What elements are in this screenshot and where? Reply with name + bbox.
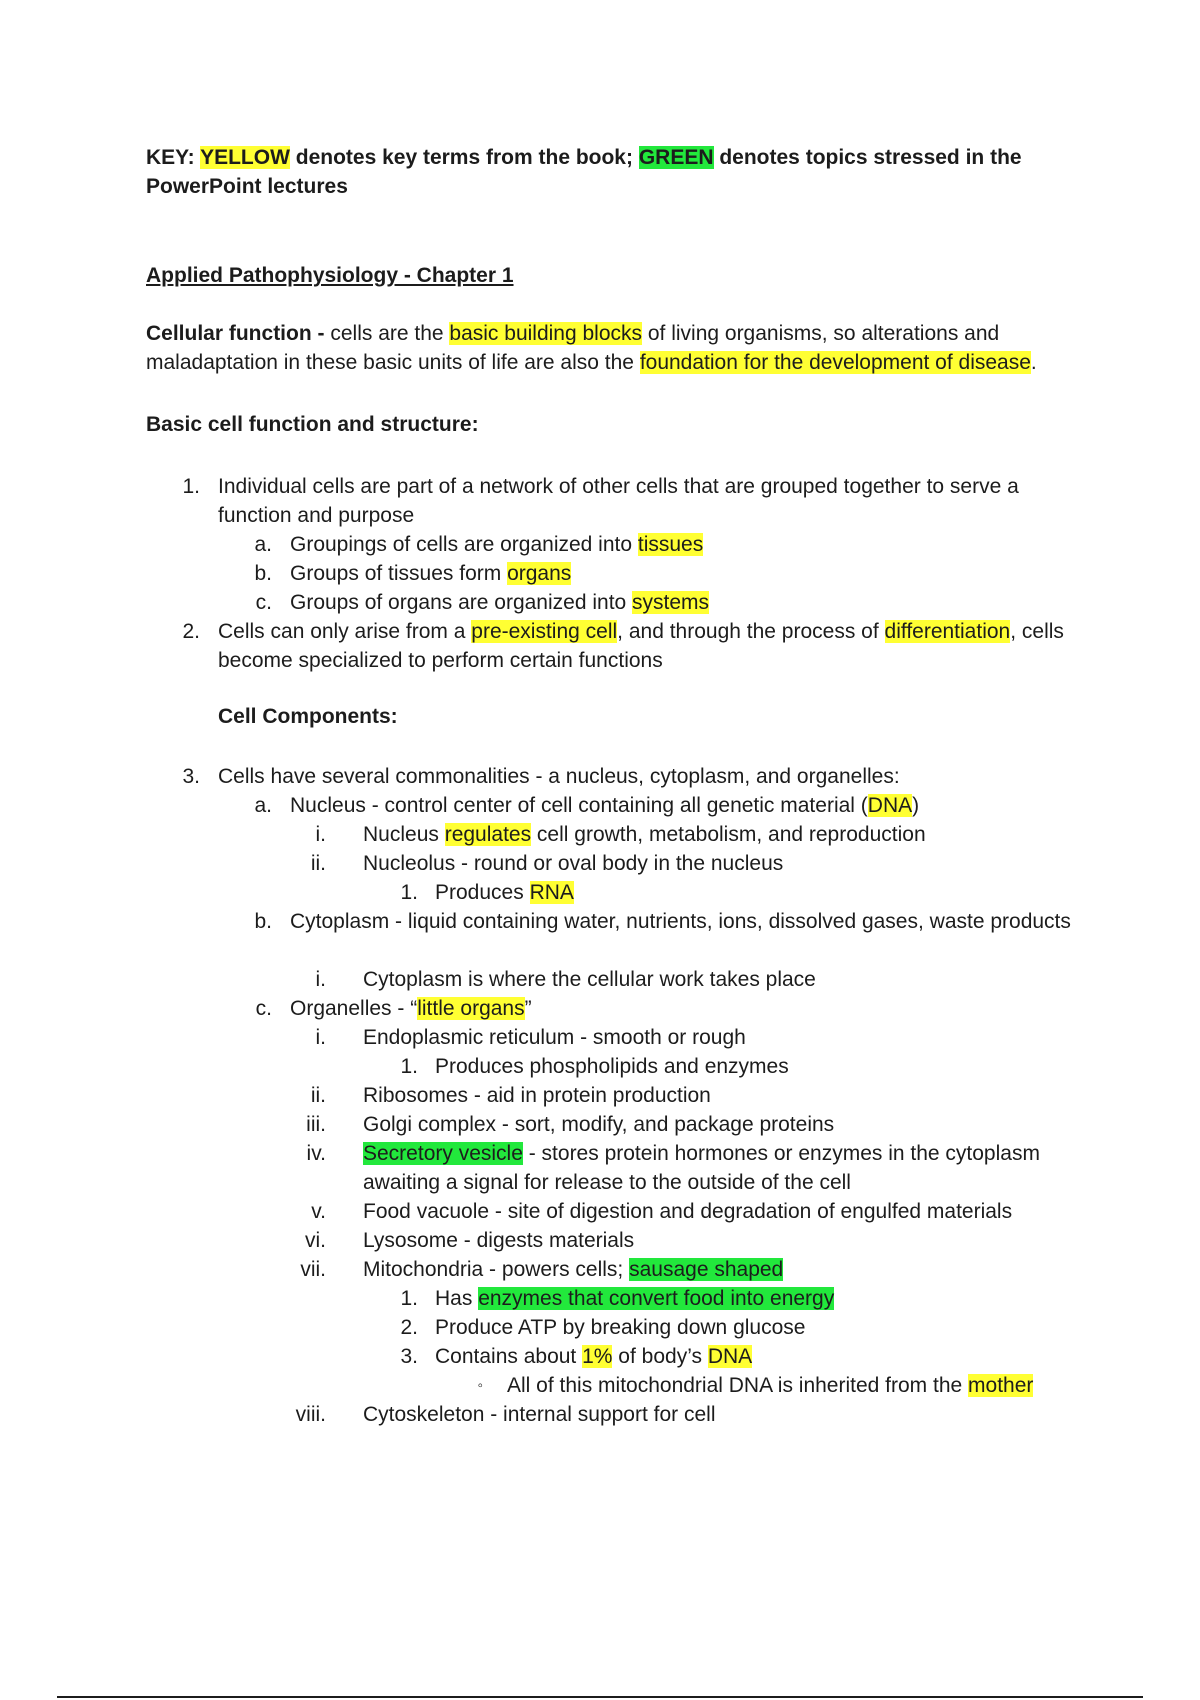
text-run: Individual cells are part of a network of other cells that are grouped together to serve a function and purpose [218, 475, 1019, 527]
list-marker: 3. [400, 1345, 418, 1368]
list-item-text [435, 878, 1072, 907]
text-run: Has [435, 1287, 479, 1310]
text-run: Nucleus [363, 823, 445, 846]
list-marker: ii. [310, 852, 326, 875]
list-item-text [435, 1313, 1072, 1342]
text-run: Groups of tissues form [290, 562, 508, 585]
yellow-highlight-term: RNA [529, 881, 574, 904]
green-highlight-term: Secretory vesicle [363, 1142, 523, 1165]
list-marker: 1. [182, 475, 200, 498]
green-highlight-term: sausage shaped [629, 1258, 784, 1281]
list-marker: b. [254, 562, 272, 585]
yellow-highlight-term: regulates [444, 823, 532, 846]
list-item-text [363, 1226, 1072, 1255]
list-item-text [290, 907, 1072, 936]
list-item-text [290, 791, 1072, 820]
list-item-text [363, 1139, 1072, 1197]
list-item-text [435, 1284, 1072, 1313]
list-item-text [290, 994, 1072, 1023]
list-item-text [290, 588, 1072, 617]
text-run: Endoplasmic reticulum - smooth or rough [363, 1026, 746, 1049]
text-run: Cells have several commonalities - a nucleus, cytoplasm, and organelles: [218, 765, 900, 788]
list-marker: iii. [306, 1113, 326, 1136]
text-run: Produces [435, 881, 530, 904]
list-marker: iv. [306, 1142, 326, 1165]
yellow-highlight-term: differentiation [884, 620, 1011, 643]
list-marker: i. [315, 968, 326, 991]
list-item-text [290, 530, 1072, 559]
list-marker: ii. [310, 1084, 326, 1107]
text-run: Mitochondria - powers cells; [363, 1258, 630, 1281]
list-item-text [363, 1197, 1072, 1226]
list-item-text [363, 849, 1072, 878]
text-run: Produce ATP by breaking down glucose [435, 1316, 806, 1339]
list-marker: a. [254, 533, 272, 556]
chapter-title: Applied Pathophysiology - Chapter 1 [146, 264, 514, 287]
hollow-bullet-marker: ◦ [477, 1377, 483, 1394]
list-marker: 2. [400, 1316, 418, 1339]
list-item-text [435, 1342, 1072, 1371]
text-run: All of this mitochondrial DNA is inherited from the [507, 1374, 969, 1397]
text-run: . [1030, 351, 1037, 374]
green-highlight-term: GREEN [638, 146, 714, 169]
list-marker: i. [315, 823, 326, 846]
list-marker: 3. [182, 765, 200, 788]
text-run: , cells become specialized to perform certain functions [218, 620, 1064, 672]
text-run: Groupings of cells are organized into [290, 533, 638, 556]
green-highlight-term: enzymes that convert food into energy [478, 1287, 835, 1310]
text-run: Groups of organs are organized into [290, 591, 633, 614]
yellow-highlight-term: little organs [417, 997, 525, 1020]
text-run: Cytoplasm - liquid containing water, nutrients, ions, dissolved gases, waste products [290, 910, 1071, 933]
text-run: cell growth, metabolism, and reproduction [531, 823, 926, 846]
yellow-highlight-term: basic building blocks [449, 322, 643, 345]
list-marker: a. [254, 794, 272, 817]
yellow-highlight-term: mother [968, 1374, 1034, 1397]
text-run: Ribosomes - aid in protein production [363, 1084, 711, 1107]
text-run: of body’s [612, 1345, 708, 1368]
list-item-text [363, 1023, 1072, 1052]
list-item-text [363, 965, 1072, 994]
text-run: denotes topics stressed in the PowerPoint lectures [146, 146, 1022, 198]
page-bottom-rule [57, 1696, 1143, 1698]
text-run: Cytoplasm is where the cellular work takes place [363, 968, 816, 991]
key-legend [146, 143, 1096, 201]
yellow-highlight-term: tissues [637, 533, 704, 556]
list-marker: 1. [400, 1055, 418, 1078]
text-run: Golgi complex - sort, modify, and package proteins [363, 1113, 835, 1136]
list-marker: 2. [182, 620, 200, 643]
list-item-text [218, 472, 1072, 530]
list-marker: i. [315, 1026, 326, 1049]
yellow-highlight-term: foundation for the development of disease [639, 351, 1031, 374]
yellow-highlight-term: organs [507, 562, 572, 585]
list-marker: b. [254, 910, 272, 933]
bold-lead-term: Cellular function - [146, 322, 331, 345]
text-run: cells are the [330, 322, 450, 345]
text-run: Contains about [435, 1345, 583, 1368]
text-run: of living organisms, so alterations and maladaptation in these basic units of life are also the [146, 322, 1000, 374]
list-item-text [218, 762, 1072, 791]
text-run: - stores protein hormones or enzymes in the cytoplasm awaiting a signal for release to the outside of the cell [363, 1142, 1040, 1194]
yellow-highlight-term: systems [632, 591, 710, 614]
text-run: Nucleus - control center of cell containing all genetic material ( [290, 794, 868, 817]
list-item-text [363, 1255, 1072, 1284]
list-item-text [218, 617, 1072, 675]
list-item-text [363, 820, 1072, 849]
text-run: ” [524, 997, 532, 1020]
text-run: Nucleolus - round or oval body in the nucleus [363, 852, 784, 875]
list-item-text [363, 1110, 1072, 1139]
list-item-text [363, 1081, 1072, 1110]
list-marker: c. [255, 997, 272, 1020]
intro-paragraph [146, 319, 1096, 377]
text-run: , and through the process of [617, 620, 885, 643]
list-marker: vii. [300, 1258, 326, 1281]
list-marker: vi. [305, 1229, 326, 1252]
text-run: Cytoskeleton - internal support for cell [363, 1403, 716, 1426]
yellow-highlight-term: DNA [707, 1345, 753, 1368]
yellow-highlight-term: 1% [582, 1345, 613, 1368]
list-item-text [290, 559, 1072, 588]
text-run: Food vacuole - site of digestion and degradation of engulfed materials [363, 1200, 1013, 1223]
section-heading-cell-components: Cell Components: [218, 705, 398, 728]
text-run: Cells can only arise from a [218, 620, 472, 643]
text-run: Produces phospholipids and enzymes [435, 1055, 789, 1078]
text-run: Lysosome - digests materials [363, 1229, 635, 1252]
section-heading-basic-cell: Basic cell function and structure: [146, 413, 479, 436]
text-run: Organelles - “ [290, 997, 418, 1020]
text-run: ) [912, 794, 920, 817]
yellow-highlight-term: YELLOW [200, 146, 290, 169]
yellow-highlight-term: DNA [867, 794, 913, 817]
list-marker: c. [255, 591, 272, 614]
list-marker: 1. [400, 1287, 418, 1310]
list-marker: viii. [295, 1403, 326, 1426]
list-marker: 1. [400, 881, 418, 904]
text-run: KEY: [146, 146, 201, 169]
list-marker: v. [311, 1200, 326, 1223]
list-item-text [363, 1400, 1072, 1429]
text-run: denotes key terms from the book; [289, 146, 639, 169]
list-item-text [507, 1371, 1072, 1400]
list-item-text [435, 1052, 1072, 1081]
yellow-highlight-term: pre-existing cell [471, 620, 618, 643]
